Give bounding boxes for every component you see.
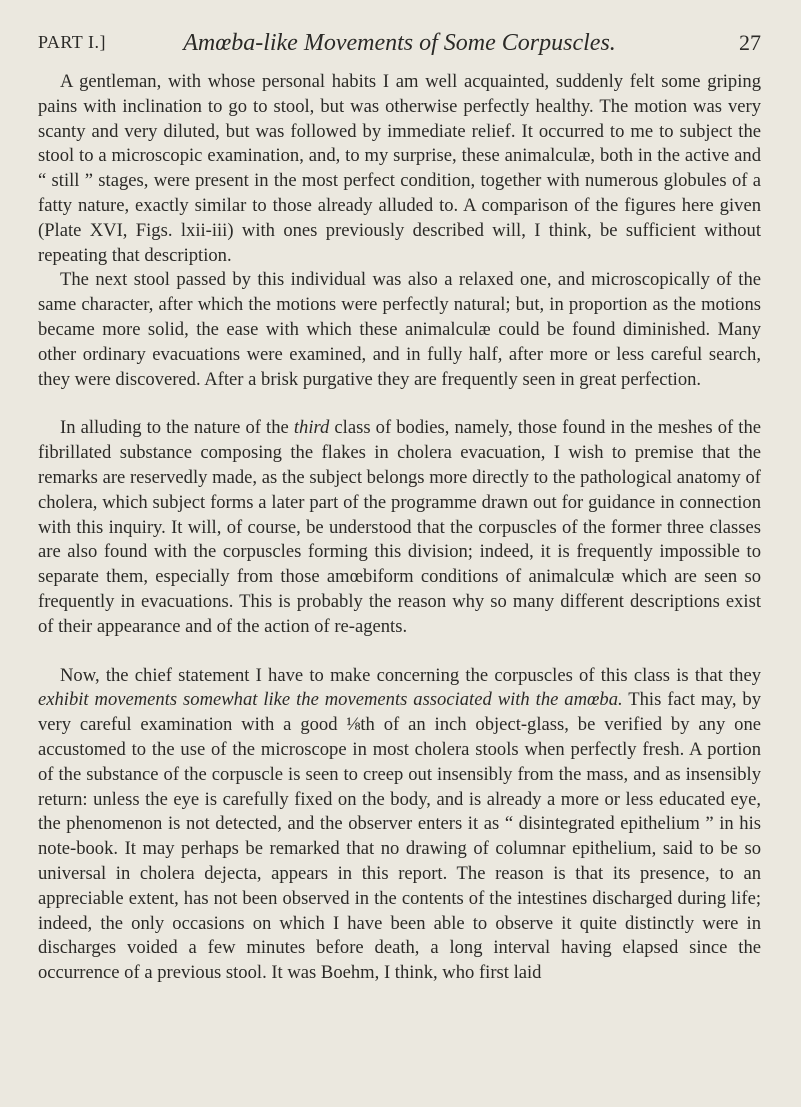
- paragraph-4-rest: This fact may, by very careful examination with a good ⅛th of an inch object-glass, be verified by any one accustomed to the use of the microscope in most cholera stools when perfectly fresh. A portion of the substance of the corpuscle is seen to creep out insensibly from the mass, and as insensibly return: unless the eye is carefully fixed on the body, and is already a more or less educated eye, the phenomenon is not detected, and the observer enters it as “ disintegrated epithelium ” in his note-book. It may perhaps be remarked that no drawing of columnar epithelium, said to be so universal in cholera dejecta, appears in this report. The reason is that its presence, to an appreciable extent, has not been observed in the contents of the intestines discharged during life; indeed, the only occasions on which I have been able to observe it quite distinctly were in discharges voided a few minutes before death, a long interval having elapsed since the occurrence of a previous stool. It was Boehm, I think, who first laid: [38, 689, 761, 984]
- page-body: [38, 70, 761, 986]
- paragraph-1: A gentleman, with whose personal habits I am well acquainted, suddenly felt some griping pains with inclination to go to stool, but was otherwise perfectly healthy. The motion was very scanty and very diluted, but was followed by immediate relief. It occurred to me to subject the stool to a microscopic examination, and, to my surprise, these animalculæ, both in the active and “ still ” stages, were present in the most perfect condition, together with numerous globules of a fatty nature, exactly similar to those already alluded to. A comparison of the figures here given (Plate XVI, Figs. lxii-iii) with ones previously described will, I think, be sufficient without repeating that description.: [38, 71, 761, 266]
- paragraph-3-lead: In alluding to the nature of the: [60, 417, 294, 439]
- page-number: 27: [739, 30, 761, 55]
- paragraph-4-lead: Now, the chief statement I have to make concerning the corpuscles of this class is that they: [60, 664, 761, 686]
- paragraph-3: [38, 416, 761, 639]
- paragraph-2: The next stool passed by this individual was also a relaxed one, and microscopically of the same character, after which the motions were perfectly natural; but, in proportion as the motions became more solid, the ease with which these animalculæ could be found diminished. Many other ordinary evacuations were examined, and in fully half, after more or less careful search, they were discovered. After a brisk purgative they are frequently seen in great perfection.: [38, 269, 761, 390]
- paragraph-4-emphasis: exhibit movements somewhat like the movements associated with the amœba.: [38, 689, 623, 711]
- running-title: Amœba-like Movements of Some Corpuscles.: [183, 30, 616, 56]
- paragraph-4: [38, 664, 761, 986]
- running-header: [38, 26, 761, 62]
- paragraph-3-emphasis: third: [293, 417, 330, 439]
- paragraph-3-rest: class of bodies, namely, those found in the meshes of the fibrillated substance composing the flakes in cholera evacuation, I wish to premise that the remarks are reservedly made, as the subject belongs more directly to the pathological anatomy of cholera, which subject forms a later part of the programme drawn out for guidance in connection with this inquiry. It will, of course, be understood that the corpuscles of the former three classes are also found with the corpuscles forming this division; indeed, it is frequently impossible to separate them, especially from those amœbiform conditions of animalculæ which are seen so frequently in evacuations. This is probably the reason why so many different descriptions exist of their appearance and of the action of re-agents.: [38, 417, 761, 637]
- part-label: PART I.]: [38, 32, 106, 52]
